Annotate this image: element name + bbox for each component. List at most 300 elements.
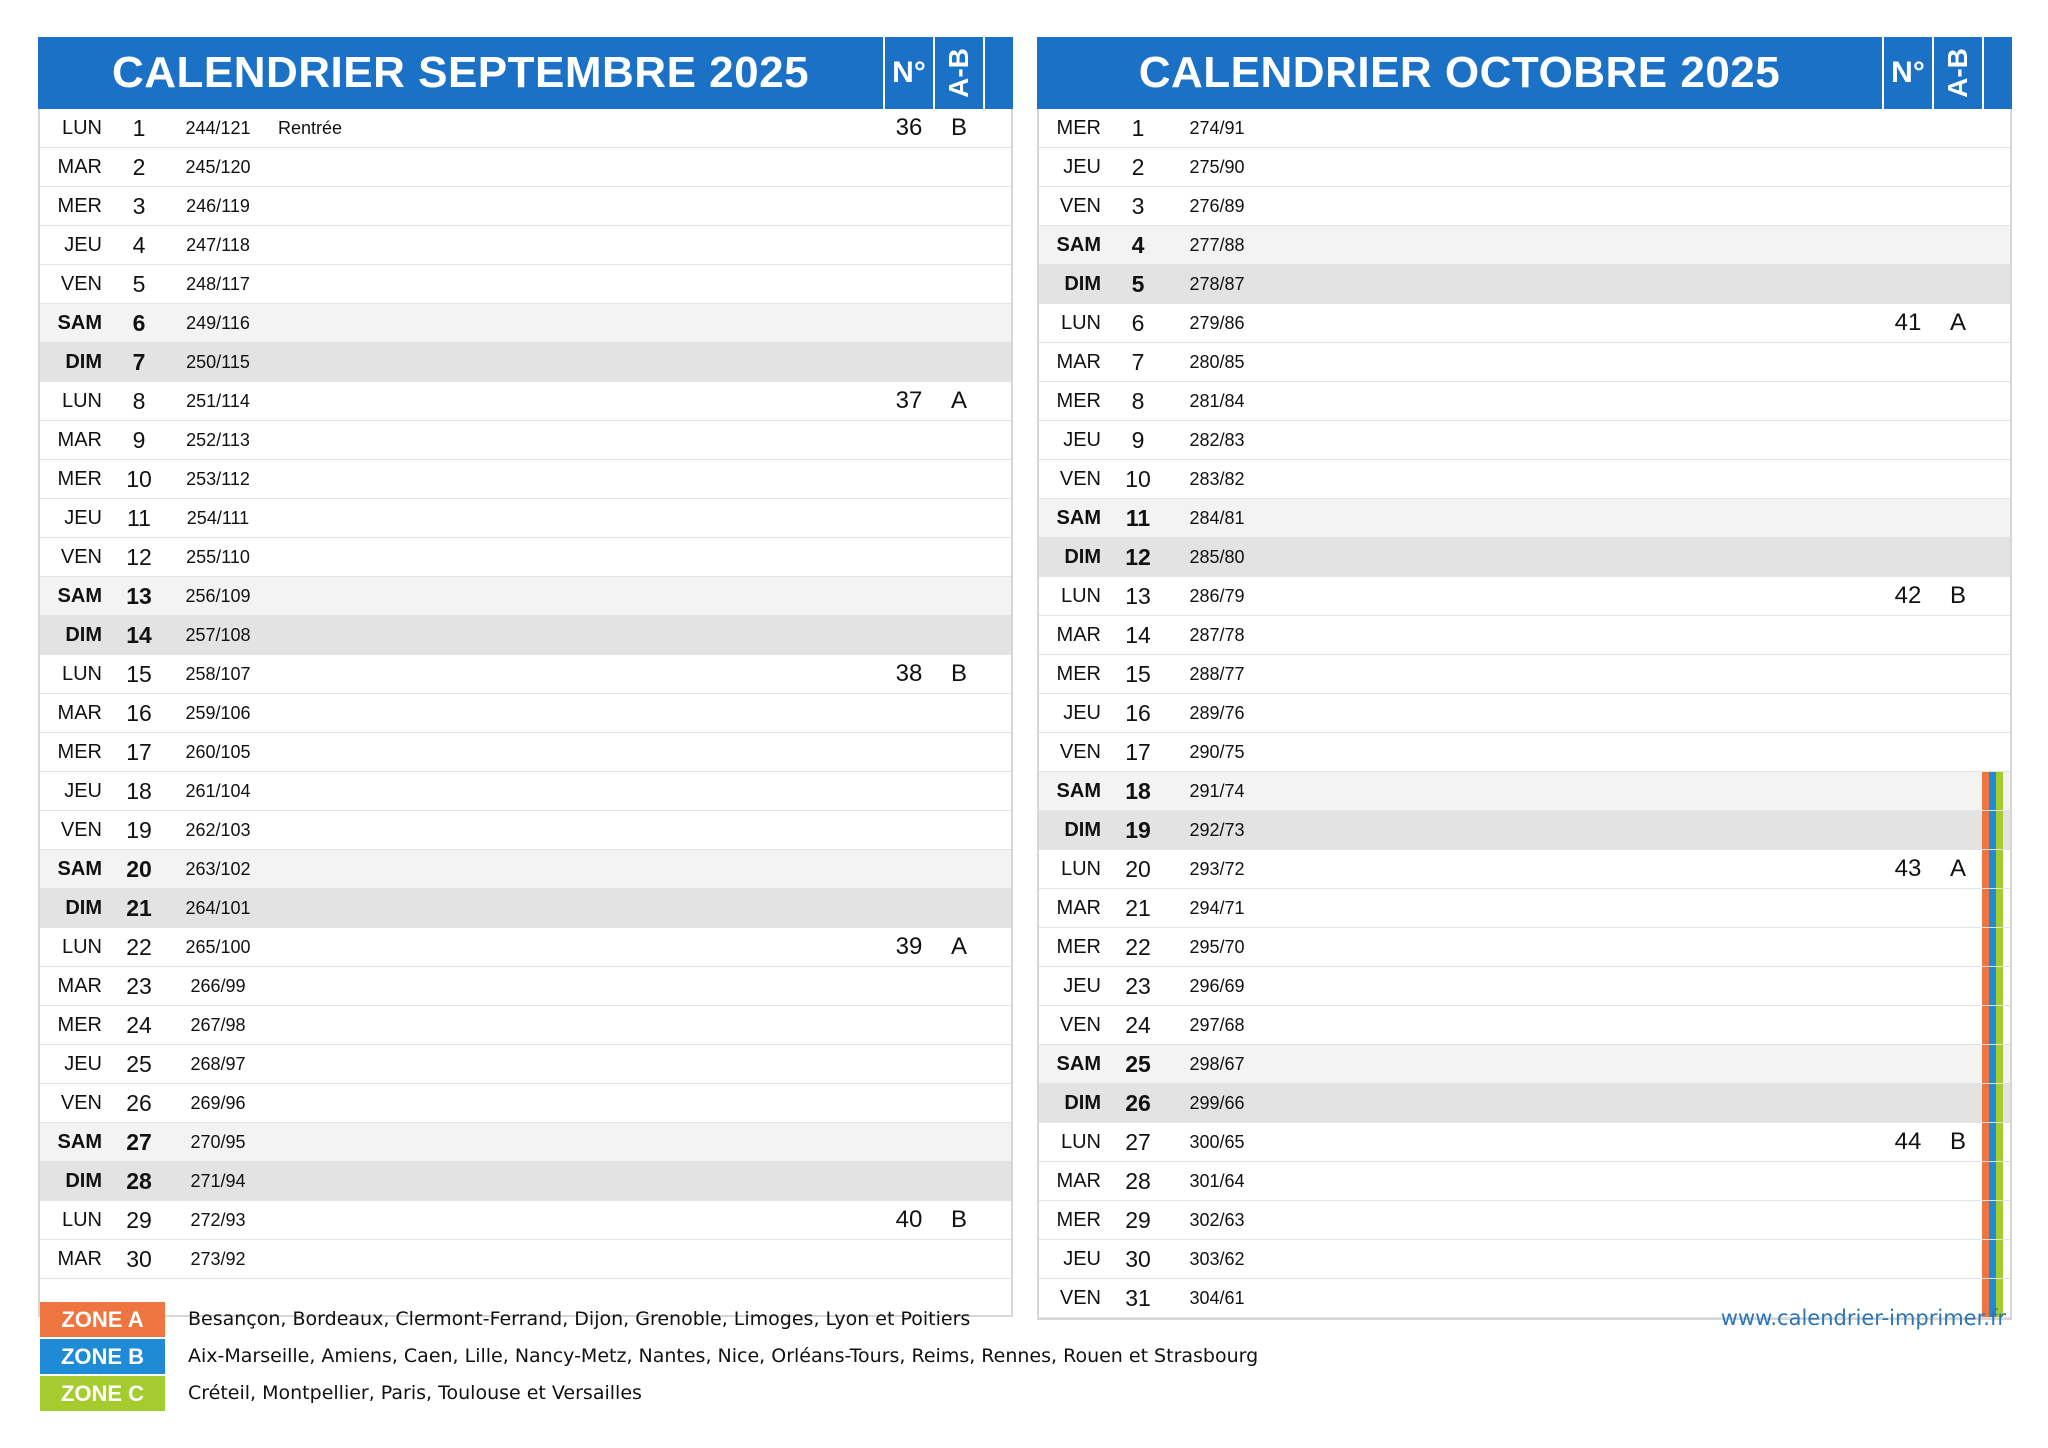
day-of-year: 302/63 [1189,1210,1245,1230]
day-row [40,616,1011,655]
day-of-year: 273/92 [190,1249,246,1269]
day-row [40,538,1011,577]
day-row [40,850,1011,889]
weekday-label: LUN [1060,312,1101,334]
weekday-label: VEN [60,546,102,568]
day-row [40,265,1011,304]
weekday-label: MAR [1056,624,1101,646]
day-of-year: 298/67 [1189,1054,1245,1074]
day-of-year: 272/93 [190,1210,246,1230]
day-of-year: 264/101 [185,898,251,918]
day-number: 3 [132,193,146,219]
zone-b-stripe [1989,811,1996,849]
day-of-year: 247/118 [186,235,250,255]
day-of-year: 294/71 [1189,898,1245,918]
day-number: 4 [132,232,146,258]
day-number: 10 [1125,466,1151,492]
day-row [40,1045,1011,1084]
weekday-label: JEU [1063,429,1101,451]
day-row [1039,889,2010,928]
zone-a-stripe [1982,1123,1989,1161]
day-row [1039,694,2010,733]
day-of-year: 266/99 [190,976,246,996]
weekday-label: VEN [1059,741,1101,763]
weekday-label: VEN [1059,468,1101,490]
day-row [40,304,1011,343]
day-number: 10 [126,466,152,492]
day-row [1039,382,2010,421]
weekday-label: MAR [1056,351,1101,373]
vacation-zones-marker [1982,1162,2012,1200]
zone-c-stripe [1996,967,2003,1005]
zone-c-stripe [1996,1006,2003,1044]
week-ab: B [950,1206,967,1233]
day-of-year: 284/81 [1189,508,1245,528]
week-ab: A [1949,309,1966,336]
day-row [1039,616,2010,655]
weekday-label: JEU [1063,975,1101,997]
day-number: 23 [1125,973,1151,999]
day-number: 8 [132,388,146,414]
zone-a-cities: Besançon, Bordeaux, Clermont-Ferrand, Dijon, Grenoble, Limoges, Lyon et Poitiers [188,1308,971,1330]
zone-b-stripe [1989,1201,1996,1239]
week-ab-header: A-B [1932,37,1984,109]
zone-b-cities: Aix-Marseille, Amiens, Caen, Lille, Nancy-Metz, Nantes, Nice, Orléans-Tours, Reims, Rennes, Rouen et Strasbourg [188,1345,1259,1367]
day-of-year: 301/64 [1189,1171,1245,1191]
day-of-year: 287/78 [1189,625,1245,645]
vacation-zones-marker [1982,811,2012,849]
day-of-year: 255/110 [186,547,250,567]
weekday-label: JEU [64,1053,102,1075]
day-number: 8 [1131,388,1145,414]
week-number: 37 [895,387,923,414]
day-row [40,1006,1011,1045]
day-row [1039,772,2010,811]
day-row [1039,148,2010,187]
day-of-year: 282/83 [1189,430,1245,450]
weekday-label: JEU [1063,1248,1101,1270]
day-of-year: 289/76 [1189,703,1245,723]
zone-b-stripe [1989,850,1996,888]
zone-a-stripe [1982,811,1989,849]
weekday-label: VEN [1059,1014,1101,1036]
october-header [1037,37,2012,109]
day-row [40,655,1011,694]
week-ab: B [950,114,967,141]
zone-b-stripe [1989,928,1996,966]
day-of-year: 265/100 [185,937,251,957]
day-number: 17 [1125,739,1151,765]
day-number: 23 [126,973,152,999]
day-number: 13 [126,583,152,609]
week-number: 38 [895,660,923,687]
weekday-label: LUN [61,117,102,139]
zone-a-stripe [1982,1240,1989,1278]
day-number: 27 [1125,1129,1151,1155]
day-row [1039,265,2010,304]
weekday-label: MER [57,195,102,217]
weekday-label: MER [1056,1209,1101,1231]
day-row [40,577,1011,616]
day-of-year: 244/121 [185,118,251,138]
day-number: 27 [126,1129,152,1155]
zone-c-badge: ZONE C [40,1376,165,1411]
day-number: 14 [126,622,152,648]
day-number: 18 [126,778,152,804]
september-calendar [38,37,1013,1317]
day-row [40,382,1011,421]
zone-c-stripe [1996,928,2003,966]
day-row [40,733,1011,772]
zone-a-stripe [1982,889,1989,927]
day-number: 2 [1131,154,1145,180]
zone-c-stripe [1996,1045,2003,1083]
day-number: 15 [1125,661,1151,687]
day-of-year: 269/96 [190,1093,246,1113]
weekday-label: MAR [57,156,102,178]
week-ab: A [950,387,967,414]
weekday-label: DIM [1064,273,1101,295]
day-row [1039,460,2010,499]
week-number: 44 [1894,1128,1922,1155]
day-number: 15 [126,661,152,687]
week-ab: B [1949,1128,1966,1155]
zone-b-stripe [1989,1006,1996,1044]
day-of-year: 253/112 [186,469,250,489]
day-number: 6 [132,310,146,336]
day-row [1039,577,2010,616]
day-row [1039,967,2010,1006]
day-number: 7 [1131,349,1145,375]
day-of-year: 260/105 [185,742,251,762]
zone-c-stripe [1996,772,2003,810]
day-number: 20 [126,856,152,882]
zone-a-stripe [1982,1162,1989,1200]
day-of-year: 275/90 [1189,157,1245,177]
vacation-zones-marker [1982,1123,2012,1161]
day-number: 31 [1125,1285,1151,1311]
weekday-label: JEU [1063,702,1101,724]
day-row [40,1162,1011,1201]
day-number: 14 [1125,622,1151,648]
day-of-year: 286/79 [1189,586,1245,606]
zone-b-stripe [1989,1240,1996,1278]
day-row [1039,655,2010,694]
day-of-year: 257/108 [185,625,251,645]
weekday-label: DIM [65,351,102,373]
vacation-zones-marker [1982,889,2012,927]
weekday-label: SAM [57,1131,102,1153]
weekday-label: MER [57,468,102,490]
week-number-header: N° [1882,37,1932,109]
weekday-label: SAM [1056,1053,1101,1075]
day-row [1039,538,2010,577]
september-days [38,109,1013,1317]
day-note: Rentrée [278,118,343,138]
weekday-label: MAR [57,975,102,997]
day-number: 12 [126,544,152,570]
day-row [1039,343,2010,382]
weekday-label: SAM [57,585,102,607]
day-row [1039,304,2010,343]
day-row [1039,187,2010,226]
day-number: 4 [1131,232,1145,258]
weekday-label: LUN [61,390,102,412]
day-number: 17 [126,739,152,765]
weekday-label: LUN [61,663,102,685]
day-of-year: 254/111 [186,508,250,528]
weekday-label: MER [1056,663,1101,685]
day-row [40,148,1011,187]
day-of-year: 292/73 [1189,820,1245,840]
day-number: 20 [1125,856,1151,882]
zone-a-stripe [1982,967,1989,1005]
day-of-year: 285/80 [1189,547,1245,567]
day-of-year: 246/119 [186,196,250,216]
day-number: 30 [126,1246,152,1272]
day-row [1039,1123,2010,1162]
zone-b-stripe [1989,1123,1996,1161]
zone-a-stripe [1982,1084,1989,1122]
september-title: CALENDRIER SEPTEMBRE 2025 [111,48,810,97]
day-of-year: 283/82 [1189,469,1245,489]
day-of-year: 278/87 [1189,274,1245,294]
day-of-year: 280/85 [1189,352,1245,372]
day-of-year: 293/72 [1189,859,1245,879]
day-number: 29 [126,1207,152,1233]
day-of-year: 296/69 [1189,976,1245,996]
day-of-year: 276/89 [1189,196,1245,216]
day-number: 21 [126,895,152,921]
day-number: 21 [1125,895,1151,921]
october-days [1037,109,2012,1320]
week-number: 40 [895,1206,923,1233]
vacation-zones-marker [1982,1006,2012,1044]
weekday-label: MAR [57,702,102,724]
zone-a-stripe [1982,772,1989,810]
vacation-zones-marker [1982,1240,2012,1278]
week-ab: B [1949,582,1966,609]
day-of-year: 261/104 [185,781,251,801]
day-of-year: 303/62 [1189,1249,1245,1269]
zone-c-stripe [1996,889,2003,927]
day-row [40,226,1011,265]
day-row [40,889,1011,928]
zone-a-stripe [1982,1045,1989,1083]
day-number: 1 [132,115,146,141]
weekday-label: VEN [1059,195,1101,217]
day-number: 19 [1125,817,1151,843]
day-number: 6 [1131,310,1145,336]
weekday-label: JEU [64,507,102,529]
vacation-zones-marker [1982,967,2012,1005]
zone-b-stripe [1989,1162,1996,1200]
week-number: 39 [895,933,923,960]
zone-b-stripe [1989,1084,1996,1122]
zone-a-badge: ZONE A [40,1302,165,1337]
weekday-label: SAM [57,312,102,334]
weekday-label: SAM [1056,507,1101,529]
day-of-year: 279/86 [1189,313,1245,333]
day-row [1039,1240,2010,1279]
day-row [40,1084,1011,1123]
day-of-year: 299/66 [1189,1093,1245,1113]
weekday-label: SAM [1056,234,1101,256]
weekday-label: MER [1056,390,1101,412]
october-calendar [1037,37,2012,1320]
day-of-year: 259/106 [185,703,251,723]
weekday-label: JEU [1063,156,1101,178]
day-row [40,694,1011,733]
day-number: 19 [126,817,152,843]
week-ab: A [950,933,967,960]
vacation-zones-marker [1982,772,2012,810]
zone-c-stripe [1996,811,2003,849]
weekday-label: MER [57,1014,102,1036]
day-of-year: 297/68 [1189,1015,1245,1035]
week-number: 42 [1894,582,1922,609]
day-row [40,421,1011,460]
weekday-label: VEN [60,1092,102,1114]
day-number: 1 [1131,115,1145,141]
weekday-label: MAR [1056,1170,1101,1192]
week-number: 41 [1894,309,1922,336]
day-row [1039,850,2010,889]
day-row [1039,928,2010,967]
october-title: CALENDRIER OCTOBRE 2025 [1138,48,1781,97]
zone-c-stripe [1996,1162,2003,1200]
day-number: 26 [126,1090,152,1116]
day-number: 28 [126,1168,152,1194]
day-number: 7 [132,349,146,375]
zone-b-badge: ZONE B [40,1339,165,1374]
week-number: 36 [895,114,923,141]
weekday-label: MAR [57,1248,102,1270]
day-of-year: 249/116 [186,313,250,333]
day-number: 28 [1125,1168,1151,1194]
day-number: 30 [1125,1246,1151,1272]
zone-a-stripe [1982,1006,1989,1044]
day-row [40,1201,1011,1240]
week-ab: B [950,660,967,687]
day-row [40,187,1011,226]
day-number: 13 [1125,583,1151,609]
day-row [40,343,1011,382]
weekday-label: VEN [60,819,102,841]
zone-b-stripe [1989,967,1996,1005]
zone-a-stripe [1982,1201,1989,1239]
day-of-year: 267/98 [190,1015,246,1035]
day-of-year: 270/95 [190,1132,246,1152]
day-number: 25 [126,1051,152,1077]
weekday-label: LUN [61,1209,102,1231]
weekday-label: MAR [57,429,102,451]
day-row [40,1240,1011,1279]
week-ab-header: A-B [933,37,985,109]
weekday-label: JEU [64,234,102,256]
week-number: 43 [1894,855,1922,882]
day-of-year: 252/113 [186,430,250,450]
day-row [1039,811,2010,850]
day-of-year: 262/103 [185,820,251,840]
day-row [40,109,1011,148]
weekday-label: DIM [1064,819,1101,841]
zone-c-cities: Créteil, Montpellier, Paris, Toulouse et Versailles [188,1382,642,1404]
zone-b-stripe [1989,889,1996,927]
day-number: 5 [1131,271,1145,297]
weekday-label: LUN [61,936,102,958]
day-row [40,967,1011,1006]
day-row [1039,499,2010,538]
day-row [1039,1162,2010,1201]
vacation-zones-marker [1982,1201,2012,1239]
weekday-label: SAM [1056,780,1101,802]
day-number: 29 [1125,1207,1151,1233]
day-number: 16 [126,700,152,726]
september-header [38,37,1013,109]
day-of-year: 251/114 [186,391,250,411]
day-of-year: 271/94 [190,1171,246,1191]
day-number: 18 [1125,778,1151,804]
day-of-year: 295/70 [1189,937,1245,957]
day-row [40,499,1011,538]
day-number: 12 [1125,544,1151,570]
weekday-label: JEU [64,780,102,802]
day-of-year: 274/91 [1189,118,1245,138]
weekday-label: VEN [1059,1287,1101,1309]
day-number: 25 [1125,1051,1151,1077]
day-number: 3 [1131,193,1145,219]
weekday-label: LUN [1060,858,1101,880]
day-of-year: 300/65 [1189,1132,1245,1152]
day-of-year: 277/88 [1189,235,1245,255]
weekday-label: LUN [1060,585,1101,607]
day-of-year: 288/77 [1189,664,1245,684]
day-row [40,928,1011,967]
zone-c-stripe [1996,850,2003,888]
website-link[interactable]: www.calendrier-imprimer.fr [1720,1306,2006,1330]
day-number: 9 [132,427,146,453]
day-of-year: 250/115 [186,352,250,372]
day-of-year: 268/97 [190,1054,246,1074]
zone-b-stripe [1989,1045,1996,1083]
week-ab: A [1949,855,1966,882]
weekday-label: SAM [57,858,102,880]
day-of-year: 290/75 [1189,742,1245,762]
day-of-year: 245/120 [185,157,251,177]
day-row [1039,1006,2010,1045]
day-number: 24 [1125,1012,1151,1038]
weekday-label: DIM [65,897,102,919]
day-row [40,772,1011,811]
zone-c-stripe [1996,1084,2003,1122]
day-number: 9 [1131,427,1145,453]
zone-a-stripe [1982,850,1989,888]
day-of-year: 281/84 [1189,391,1245,411]
day-row [1039,1201,2010,1240]
zone-c-stripe [1996,1201,2003,1239]
day-number: 11 [1125,505,1151,531]
weekday-label: MER [57,741,102,763]
weekday-label: DIM [65,1170,102,1192]
day-of-year: 291/74 [1189,781,1245,801]
day-of-year: 258/107 [185,664,251,684]
week-number-header: N° [883,37,933,109]
day-number: 5 [132,271,146,297]
day-row [1039,109,2010,148]
day-row [1039,421,2010,460]
vacation-zones-marker [1982,1045,2012,1083]
